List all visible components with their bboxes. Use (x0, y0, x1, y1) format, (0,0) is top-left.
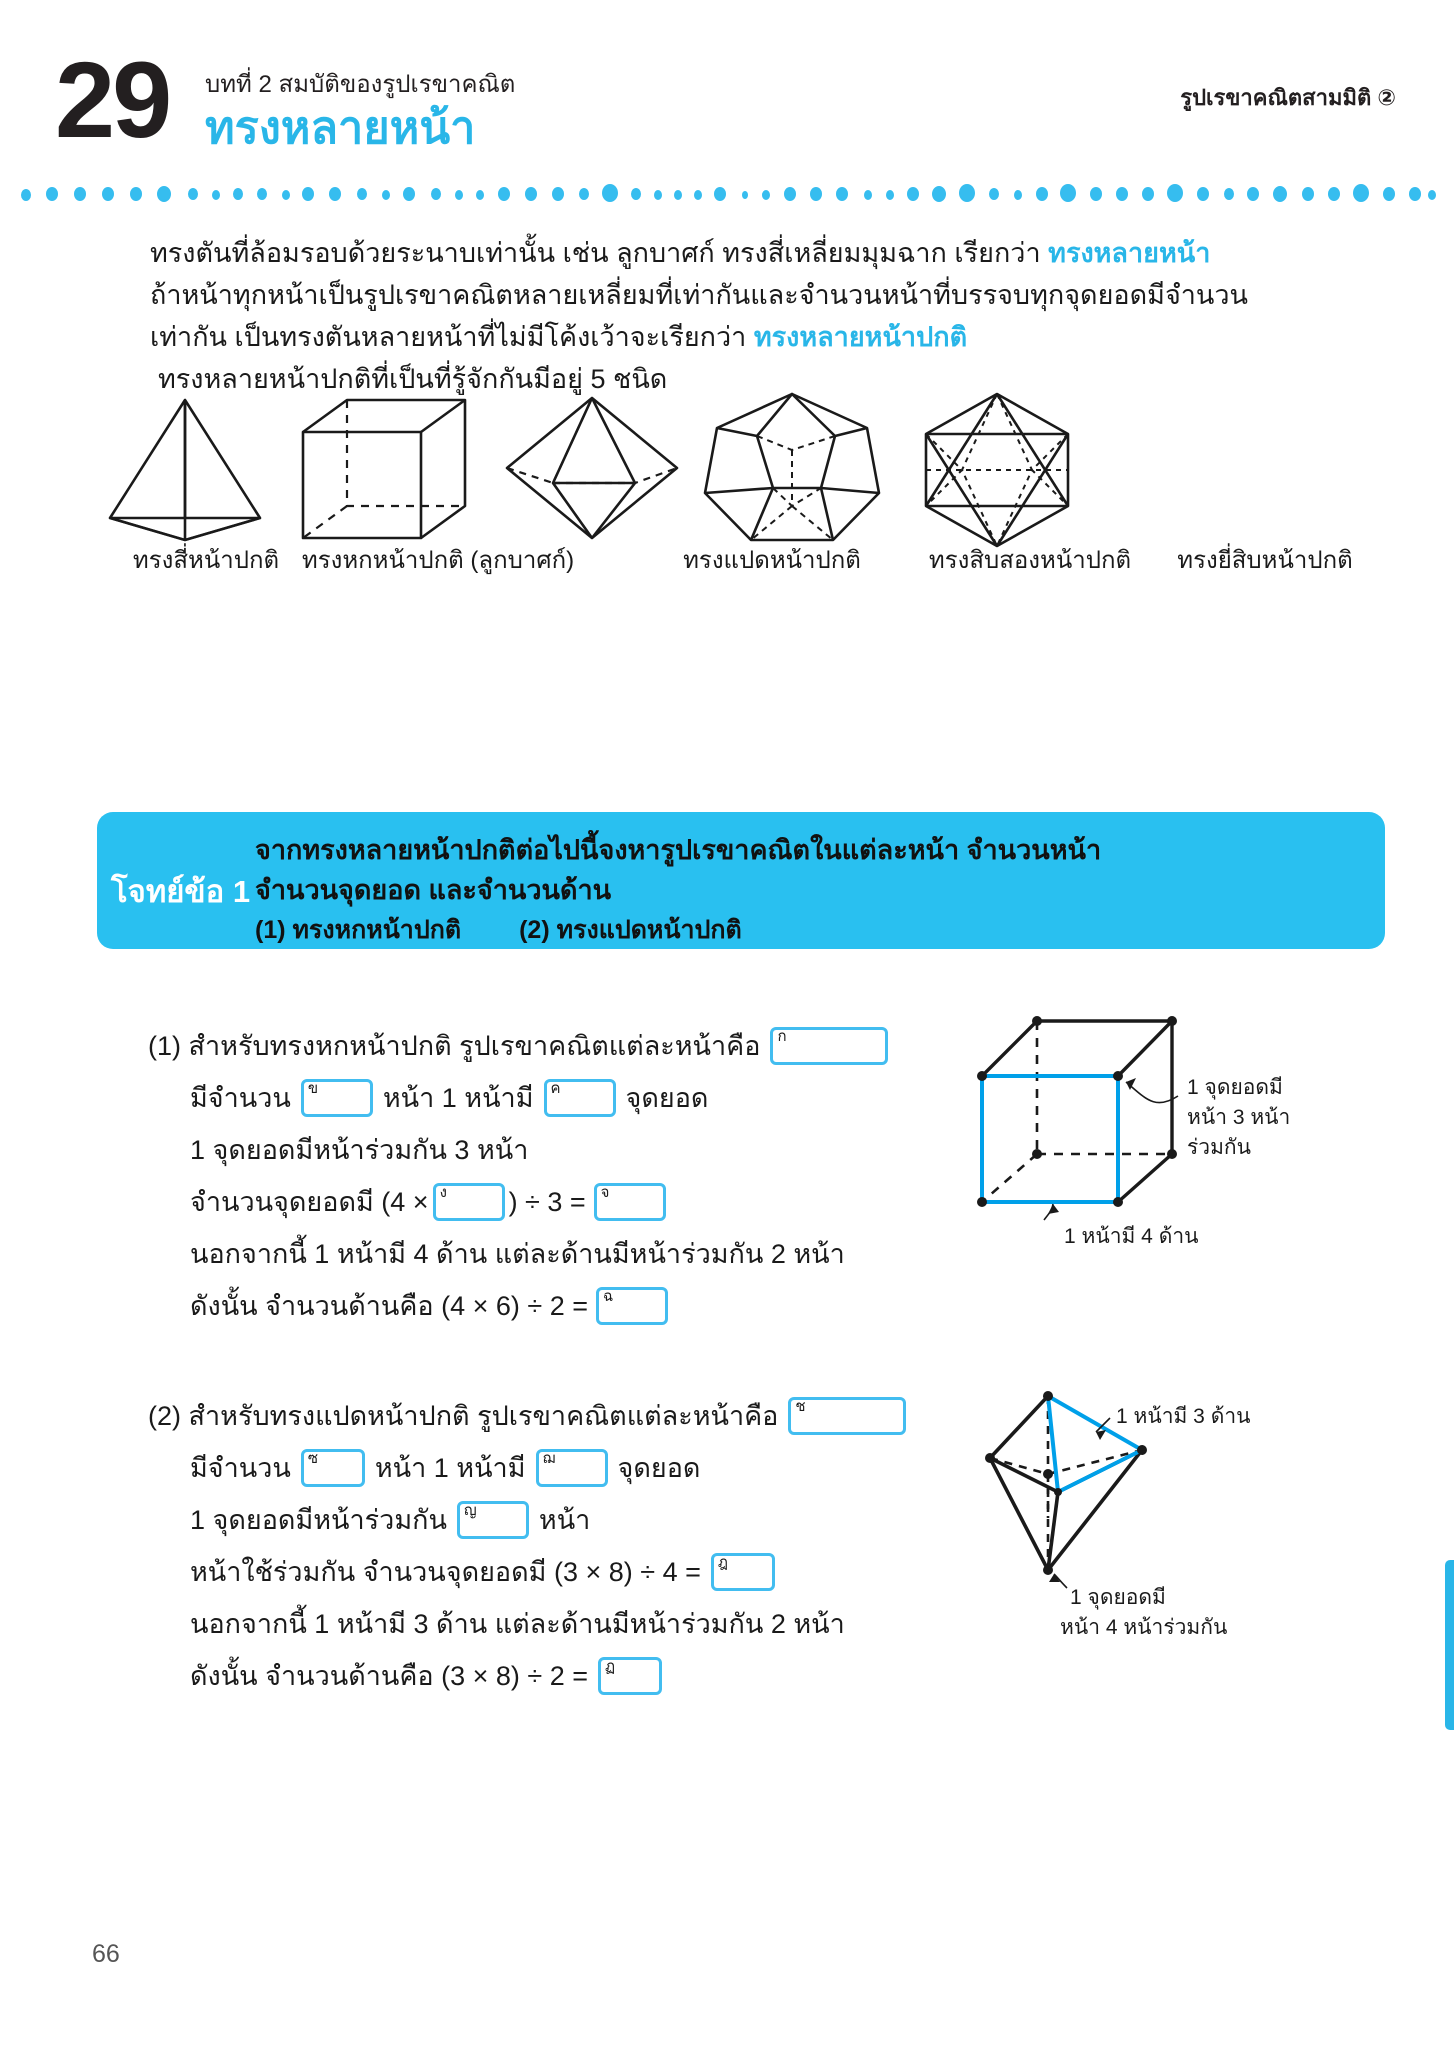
answer-blank-kho2-tag: ค (550, 1080, 561, 1097)
solution1-line-2-c: จุดยอด (625, 1083, 709, 1113)
solution2-line-3-a: 1 จุดยอดมีหน้าร่วมกัน (190, 1505, 447, 1535)
cube-annotation-vertex-l2: หน้า 3 หน้า (1187, 1106, 1291, 1129)
problem-box (97, 812, 1385, 949)
answer-blank-ka-tag: ก (777, 1028, 787, 1045)
solid-label-cube: ทรงหกหน้าปกติ (ลูกบาศก์) (301, 547, 575, 574)
solution1-line-4-b: ) ÷ 3 = (508, 1187, 586, 1217)
octahedron-annotation-vertex-l2: หน้า 4 หน้าร่วมกัน (1060, 1616, 1228, 1639)
answer-blank-chho-tag: ฉ (603, 1288, 614, 1305)
answer-blank-do-tag: ฎ (717, 1554, 728, 1571)
solution2-line-3-b: หน้า (538, 1505, 591, 1535)
solution1-line-6 (148, 1280, 938, 1332)
problem-statement-line-1: จากทรงหลายหน้าปกติต่อไปนี้จงหารูปเรขาคณิตในแต่ละหน้า จำนวนหน้า (255, 835, 1102, 865)
answer-blank-ngo-tag: ง (439, 1184, 447, 1201)
intro-paragraph (150, 232, 1350, 400)
figure-tetrahedron (90, 388, 280, 553)
solution2-line-2 (148, 1442, 948, 1494)
solution2-line-1-text: (2) สำหรับทรงแปดหน้าปกติ รูปเรขาคณิตแต่ละหน้าคือ (148, 1401, 779, 1431)
term-regular-polyhedron: ทรงหลายหน้าปกติ (753, 322, 968, 352)
solution1-line-2 (148, 1072, 938, 1124)
cube-diagram (940, 1006, 1360, 1256)
solution1-line-4 (148, 1176, 938, 1228)
solution1-line-4-a: จำนวนจุดยอดมี (4 × (190, 1187, 429, 1217)
answer-blank-chho2[interactable] (536, 1449, 608, 1487)
cube-annotation-vertex-l3: ร่วมกัน (1187, 1136, 1251, 1159)
figure-dodecahedron (695, 388, 885, 553)
solution-part-2 (148, 1390, 948, 1702)
solution2-line-1 (148, 1390, 948, 1442)
answer-blank-ka[interactable] (770, 1027, 888, 1065)
unit-subtitle: บทที่ 2 สมบัติของรูปเรขาคณิต (205, 71, 516, 98)
intro-line-4: ทรงหลายหน้าปกติที่เป็นที่รู้จักกันมีอยู่ 5 ชนิด (158, 364, 668, 394)
answer-blank-so[interactable] (301, 1449, 365, 1487)
cube-annotation-face: 1 หน้ามี 4 ด้าน (1064, 1225, 1199, 1248)
solid-label-octahedron: ทรงแปดหน้าปกติ (683, 547, 861, 574)
figure-octahedron (495, 388, 685, 553)
answer-blank-cho2[interactable] (788, 1397, 906, 1435)
cube-annotation-vertex-l1: 1 จุดยอดมี (1187, 1076, 1283, 1099)
cube-annotation-vertex (1187, 1073, 1290, 1163)
answer-blank-kho2[interactable] (544, 1079, 616, 1117)
solution1-line-3-text: 1 จุดยอดมีหน้าร่วมกัน 3 หน้า (190, 1135, 529, 1165)
solution1-line-6-a: ดังนั้น จำนวนด้านคือ (4 × 6) ÷ 2 = (190, 1291, 589, 1321)
problem-subitem-1: (1) ทรงหกหน้าปกติ (255, 916, 462, 944)
solution2-line-6 (148, 1650, 948, 1702)
answer-blank-kho[interactable] (301, 1079, 373, 1117)
answer-blank-do[interactable] (711, 1553, 775, 1591)
solid-label-icosahedron: ทรงยี่สิบหน้าปกติ (1177, 547, 1353, 574)
answer-blank-to[interactable] (598, 1657, 662, 1695)
answer-blank-chho[interactable] (596, 1287, 668, 1325)
octahedron-annotation-face: 1 หน้ามี 3 ด้าน (1116, 1405, 1251, 1428)
answer-blank-cho[interactable] (594, 1183, 666, 1221)
term-polyhedron: ทรงหลายหน้า (1048, 238, 1211, 268)
solution1-line-3 (148, 1124, 938, 1176)
solution1-line-1 (148, 1020, 938, 1072)
page-number: 66 (92, 1940, 120, 1968)
solution1-line-2-a: มีจำนวน (190, 1083, 291, 1113)
solution2-line-2-a: มีจำนวน (190, 1453, 291, 1483)
page-header (0, 0, 1454, 200)
solution2-line-6-a: ดังนั้น จำนวนด้านคือ (3 × 8) ÷ 2 = (190, 1661, 589, 1691)
answer-blank-yo-tag: ญ (463, 1502, 477, 1519)
solution2-line-2-c: จุดยอด (617, 1453, 701, 1483)
answer-blank-ngo[interactable] (433, 1183, 505, 1221)
octahedron-annotation-vertex-l1: 1 จุดยอดมี (1070, 1586, 1166, 1609)
problem-subitem-2: (2) ทรงแปดหน้าปกติ (519, 916, 742, 944)
solution2-line-3 (148, 1494, 948, 1546)
solution1-line-1-text: (1) สำหรับทรงหกหน้าปกติ รูปเรขาคณิตแต่ละหน้าคือ (148, 1031, 761, 1061)
octahedron-diagram (930, 1380, 1360, 1640)
dotted-divider (18, 183, 1436, 205)
intro-line-1: ทรงตันที่ล้อมรอบด้วยระนาบเท่านั้น เช่น ลูกบาศก์ ทรงสี่เหลี่ยมมุมฉาก เรียกว่า ทรงหลายหน้า (150, 238, 1211, 268)
solid-label-dodecahedron: ทรงสิบสองหน้าปกติ (928, 547, 1132, 574)
solution2-line-5 (148, 1598, 948, 1650)
solution1-line-5-text: นอกจากนี้ 1 หน้ามี 4 ด้าน แต่ละด้านมีหน้าร่วมกัน 2 หน้า (190, 1239, 845, 1269)
solution2-line-4 (148, 1546, 948, 1598)
problem-tag: โจทย์ข้อ 1 (111, 874, 251, 909)
answer-blank-kho-tag: ข (307, 1080, 319, 1097)
solution-part-1 (148, 1020, 938, 1332)
page-title: ทรงหลายหน้า (205, 102, 476, 153)
solution2-line-5-text: นอกจากนี้ 1 หน้ามี 3 ด้าน แต่ละด้านมีหน้าร่วมกัน 2 หน้า (190, 1609, 845, 1639)
answer-blank-so-tag: ซ (307, 1450, 319, 1467)
solution1-line-2-b: หน้า 1 หน้ามี (382, 1083, 534, 1113)
problem-subitems (255, 910, 742, 950)
intro-line-2: ถ้าหน้าทุกหน้าเป็นรูปเรขาคณิตหลายเหลี่ยมที่เท่ากันและจำนวนหน้าที่บรรจบทุกจุดยอดมีจำนวน (150, 280, 1248, 310)
solid-label-tetrahedron: ทรงสี่หน้าปกติ (132, 547, 280, 574)
figure-icosahedron (900, 388, 1090, 553)
answer-blank-to-tag: ฏ (605, 1658, 616, 1675)
solution2-line-2-b: หน้า 1 หน้ามี (374, 1453, 526, 1483)
octahedron-annotation-vertex (1060, 1583, 1228, 1643)
solution1-line-5 (148, 1228, 938, 1280)
intro-line-3: เท่ากัน เป็นทรงตันหลายหน้าที่ไม่มีโค้งเว้าจะเรียกว่า ทรงหลายหน้าปกติ (150, 322, 968, 352)
chapter-number: 29 (55, 39, 170, 160)
section-label: รูปเรขาคณิตสามมิติ ② (1180, 85, 1396, 110)
solid-labels-row (70, 540, 1390, 576)
answer-blank-cho-tag: จ (600, 1184, 610, 1201)
answer-blank-yo[interactable] (457, 1501, 529, 1539)
figure-cube (285, 388, 475, 553)
page-edge-marker (1445, 1560, 1454, 1730)
problem-statement-line-2: จำนวนจุดยอด และจำนวนด้าน (255, 875, 612, 905)
solution2-line-4-a: หน้าใช้ร่วมกัน จำนวนจุดยอดมี (3 × 8) ÷ 4 = (190, 1557, 701, 1587)
answer-blank-chho2-tag: ฌ (542, 1450, 556, 1467)
answer-blank-cho2-tag: ช (795, 1398, 806, 1415)
